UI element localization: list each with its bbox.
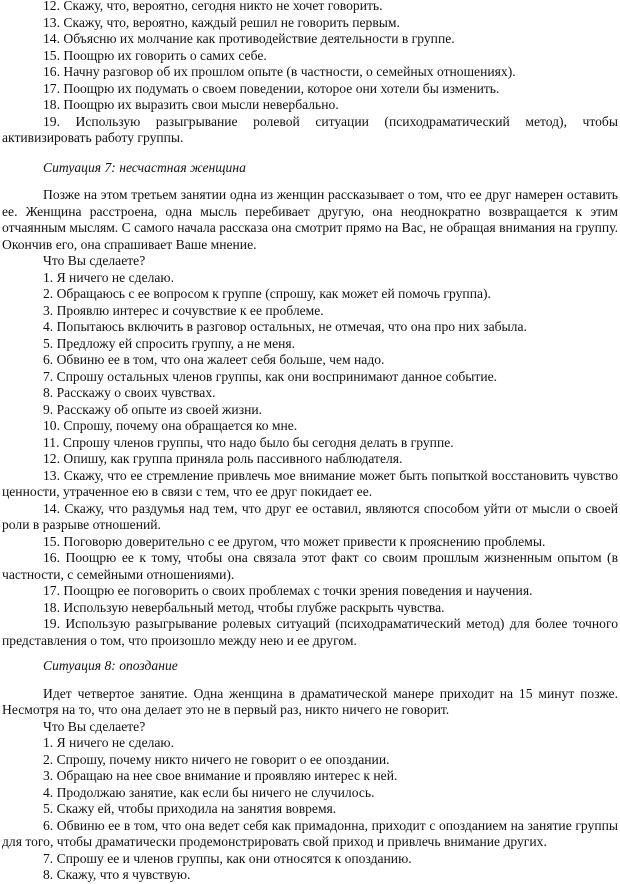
- list-item: 17. Поощрю их подумать о своем поведении, которое они хотели бы изменить.: [43, 80, 500, 96]
- list-item: 10. Спрошу, почему она обращается ко мне.: [43, 418, 298, 433]
- section-heading-situation-7: Ситуация 7: несчастная женщина: [43, 159, 246, 175]
- list-item: 8. Скажу, что я чувствую.: [43, 867, 191, 882]
- list-item: 14. Объясню их молчание как противодействие деятельности в группе.: [43, 31, 455, 46]
- situation-8-question: Что Вы сделаете?: [43, 718, 146, 734]
- list-item: 1. Я ничего не сделаю.: [43, 269, 174, 285]
- list-item: 11. Спрошу членов группы, что надо было бы сегодня делать в группе.: [43, 434, 454, 450]
- list-item: 5. Предложу ей спросить группу, а не меня.: [43, 335, 296, 351]
- list-item: 4. Попытаюсь включить в разговор остальных, не отмечая, что она про них забыла.: [43, 319, 527, 334]
- list-item: 12. Скажу, что, вероятно, сегодня никто не хочет говорить.: [43, 0, 383, 13]
- list-item: 13. Скажу, что, вероятно, каждый решил не говорить первым.: [43, 14, 400, 30]
- list-item: 17. Поощрю ее поговорить о своих проблемах с точки зрения поведения и научения.: [43, 583, 533, 598]
- list-item: 19. Использую разыгрывание ролевых ситуаций (психодраматический метод) для более точного представления о том, что произошло между нею и ее другом.: [2, 616, 618, 648]
- list-item: 15. Поговорю доверительно с ее другом, что может привести к прояснению проблемы.: [43, 533, 546, 549]
- section-heading-situation-8: Ситуация 8: опоздание: [43, 658, 178, 673]
- list-item: 8. Расскажу о своих чувствах.: [43, 385, 216, 400]
- list-item: 2. Обращаюсь с ее вопросом к группе (спрошу, как может ей помочь группа).: [43, 286, 491, 301]
- list-item: 4. Продолжаю занятие, как если бы ничего не случилось.: [43, 784, 375, 800]
- situation-8-intro: Идет четвертое занятие. Одна женщина в драматической манере приходит на 15 минут позже. Несмотря на то, что она делает это не в первый раз, никто ничего не говорит.: [2, 685, 618, 717]
- list-item: 7. Спрошу остальных членов группы, как они воспринимают данное событие.: [43, 368, 498, 384]
- list-block-1: [2, 0, 618, 147]
- list-item: 16. Начну разговор об их прошлом опыте (в частности, о семейных отношениях).: [43, 64, 516, 79]
- list-item: 18. Поощрю их выразить свои мысли невербально.: [43, 97, 339, 112]
- list-item: 3. Проявлю интерес и сочувствие к ее проблеме.: [43, 302, 324, 318]
- list-item: 5. Скажу ей, чтобы приходила на занятия вовремя.: [43, 801, 337, 816]
- list-item: 19. Использую разыгрывание ролевой ситуации (психодраматический метод), чтобы активизировать работу группы.: [2, 113, 618, 145]
- list-item: 15. Поощрю их говорить о самих себе.: [43, 47, 267, 63]
- list-item: 2. Спрошу, почему никто ничего не говорит о ее опоздании.: [43, 751, 390, 767]
- list-item: 7. Спрошу ее и членов группы, как они относятся к опозданию.: [43, 850, 412, 866]
- list-item: 16. Поощрю ее к тому, чтобы она связала этот факт со своим прошлым жизненным опытом (в частности, с семейными отношениями).: [2, 550, 618, 582]
- list-item: 18. Использую невербальный метод, чтобы глубже раскрыть чувства.: [43, 599, 445, 615]
- list-item: 12. Опишу, как группа приняла роль пассивного наблюдателя.: [43, 451, 403, 466]
- list-item: 13. Скажу, что ее стремление привлечь мое внимание может быть попыткой восстановить чувство ценности, утраченное ею в связи с тем, что ее друг покидает ее.: [2, 467, 618, 499]
- list-item: 9. Расскажу об опыте из своей жизни.: [43, 401, 263, 417]
- situation-7-options: [2, 270, 618, 650]
- document-page: [2, 0, 618, 884]
- situation-7-question: Что Вы сделаете?: [43, 253, 146, 268]
- list-item: 6. Обвиню ее в том, что она ведет себя как примадонна, приходит с опозданием на занятие группы для того, чтобы драматически продемонстрировать свой приход и привлечь внимание других.: [2, 817, 618, 849]
- list-item: 3. Обращаю на нее свое внимание и проявляю интерес к ней.: [43, 768, 398, 783]
- list-item: 1. Я ничего не сделаю.: [43, 735, 174, 750]
- list-item: 14. Скажу, что раздумья над тем, что друг ее оставил, являются способом уйти от мысли о своей роли в разрыве отношений.: [2, 500, 618, 532]
- list-item: 6. Обвиню ее в том, что она жалеет себя больше, чем надо.: [43, 352, 385, 367]
- situation-8-options: [2, 735, 618, 884]
- situation-7-intro: Позже на этом третьем занятии одна из женщин рассказывает о том, что ее друг намерен оставить ее. Женщина расстроена, одна мысль перебивает другую, она неоднократно возвращается к этим отчаянным мыслям. С самого начала рассказа она смотрит прямо на Вас, не обращая внимания на группу. Окончив его, она спрашивает Ваше мнение.: [2, 187, 618, 252]
